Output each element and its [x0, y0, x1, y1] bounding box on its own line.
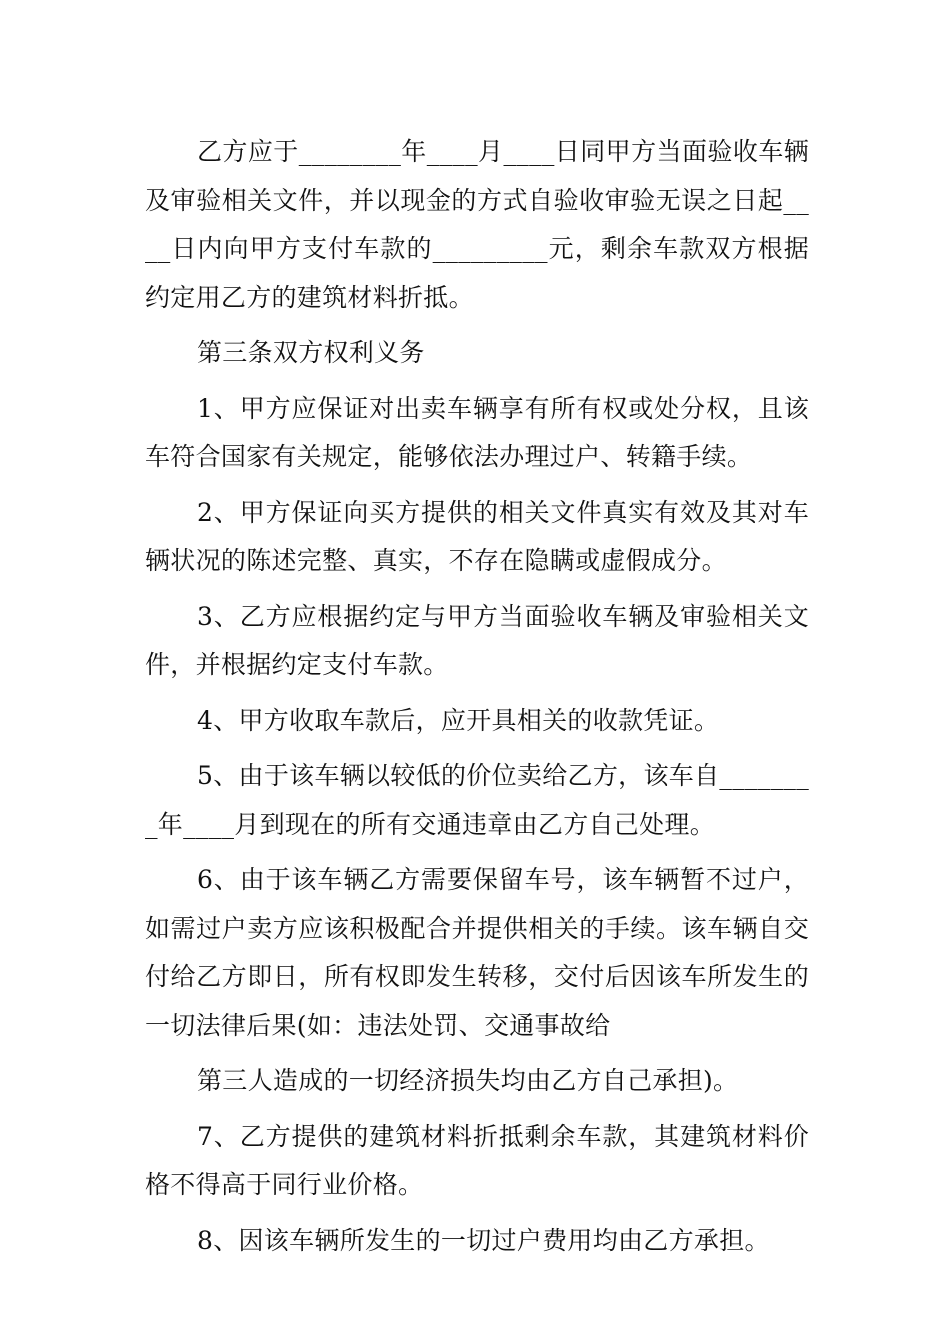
- document-body: [145, 128, 809, 1272]
- paragraph-payment-terms: 乙方应于________年____月____日同甲方当面验收车辆及审验相关文件，并以现金的方式自验收审验无误之日起____日内向甲方支付车款的_________元，剩余车款双方根据约定用乙方的建筑材料折抵。: [145, 137, 809, 312]
- clause-1: 1、甲方应保证对出卖车辆享有所有权或处分权，且该车符合国家有关规定，能够依法办理过户、转籍手续。: [145, 393, 809, 471]
- clause-6: 6、由于该车辆乙方需要保留车号，该车辆暂不过户，如需过户卖方应该积极配合并提供相关的手续。该车辆自交付给乙方即日，所有权即发生转移，交付后因该车所发生的一切法律后果(如：违法处罚、交通事故给: [145, 865, 809, 1040]
- clause-3: 3、乙方应根据约定与甲方当面验收车辆及审验相关文件，并根据约定支付车款。: [145, 601, 809, 679]
- clause-7: 7、乙方提供的建筑材料折抵剩余车款，其建筑材料价格不得高于同行业价格。: [145, 1121, 809, 1199]
- clause-5: 5、由于该车辆以较低的价位卖给乙方，该车自________年____月到现在的所有交通违章由乙方自己处理。: [145, 761, 809, 839]
- clause-6-continuation: 第三人造成的一切经济损失均由乙方自己承担)。: [197, 1066, 739, 1095]
- clause-2: 2、甲方保证向买方提供的相关文件真实有效及其对车辆状况的陈述完整、真实，不存在隐瞒或虚假成分。: [145, 497, 809, 575]
- clause-8: 8、因该车辆所发生的一切过户费用均由乙方承担。: [197, 1225, 770, 1255]
- section-heading-rights-obligations: 第三条双方权利义务: [197, 338, 425, 367]
- clause-4: 4、甲方收取车款后，应开具相关的收款凭证。: [197, 705, 720, 735]
